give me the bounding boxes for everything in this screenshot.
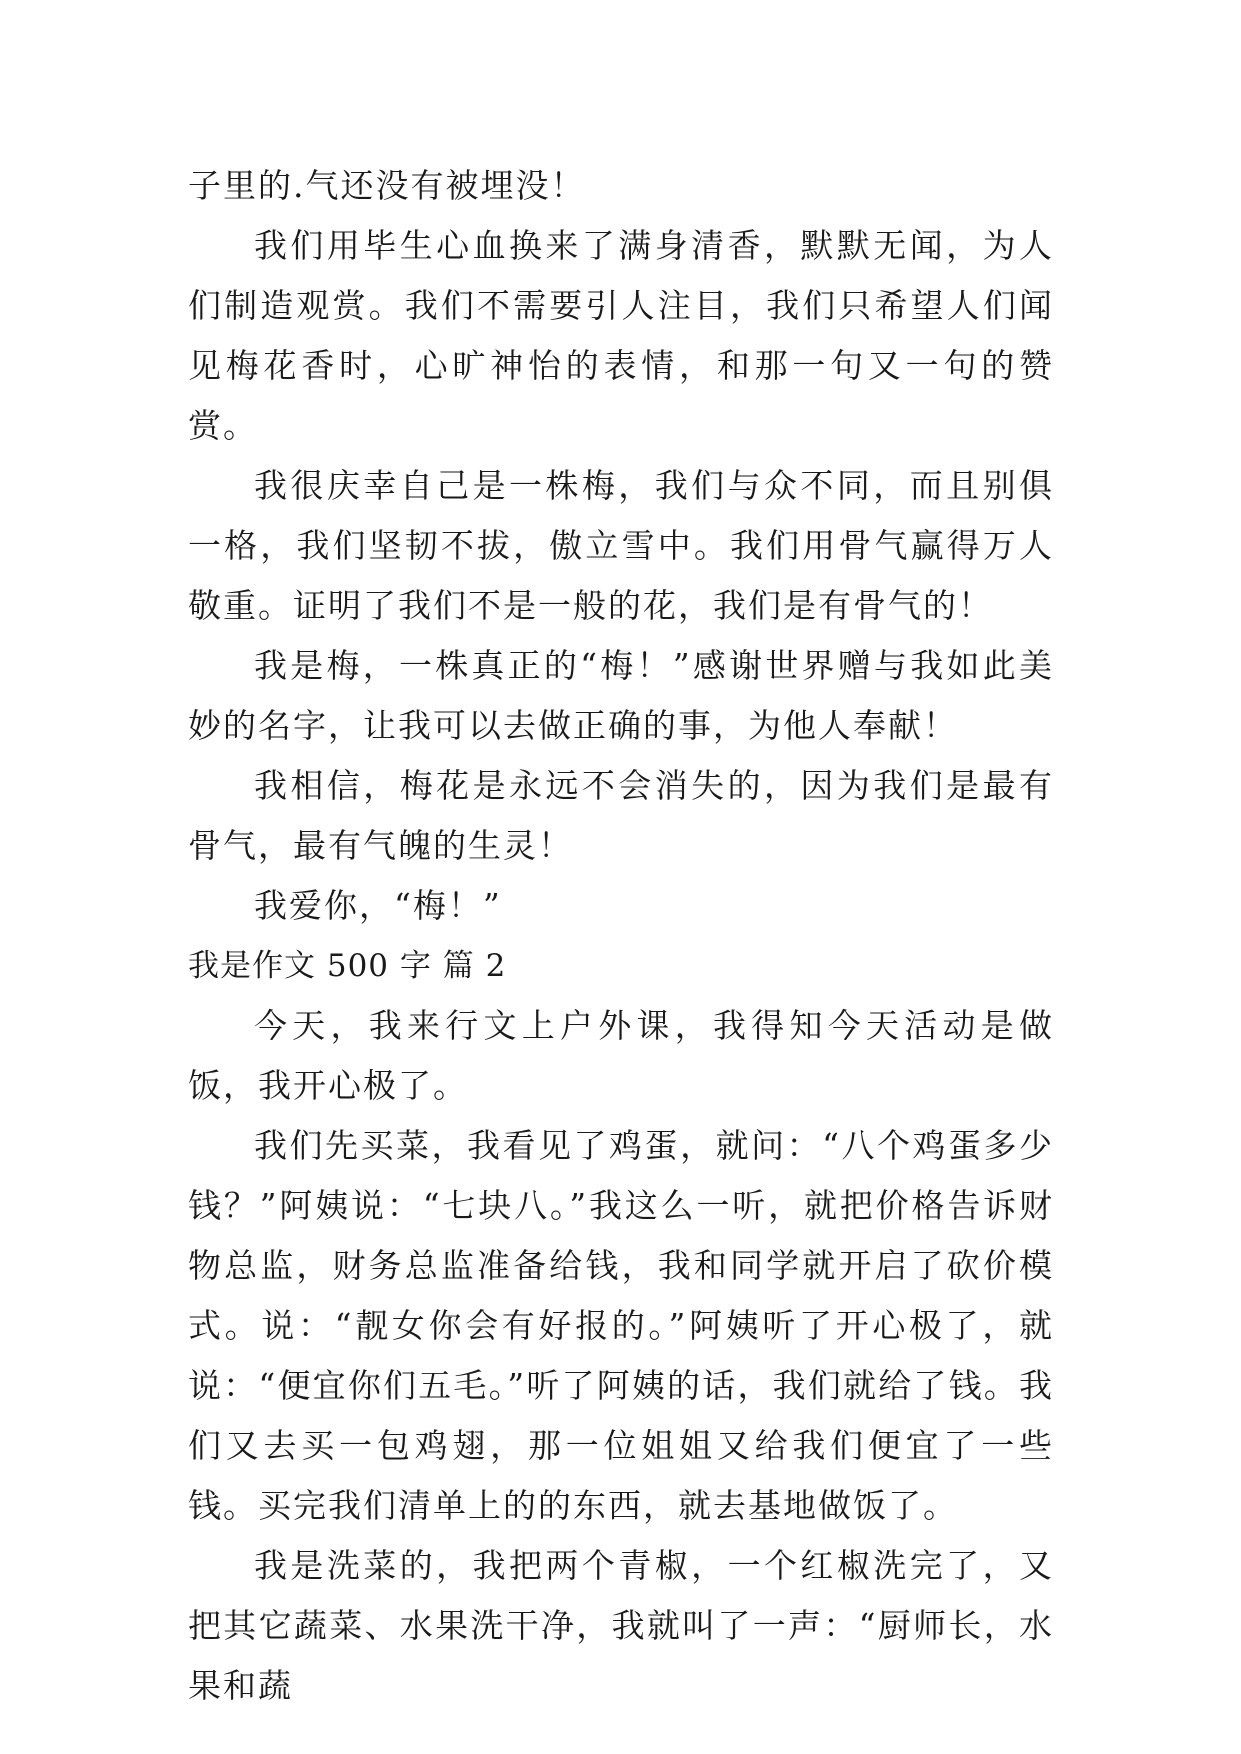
paragraph: 子里的.气还没有被埋没！	[188, 166, 586, 205]
paragraph: 我是洗菜的，我把两个青椒，一个红椒洗完了，又把其它蔬菜、水果洗干净，我就叫了一声：“厨师长，水果和蔬	[188, 1546, 1054, 1705]
section-heading: 我是作文 500 字 篇 2	[188, 948, 507, 984]
paragraph: 我爱你，“梅！”	[254, 886, 502, 925]
document-body	[188, 156, 1054, 1716]
paragraph: 我相信，梅花是永远不会消失的，因为我们是最有骨气，最有气魄的生灵！	[188, 766, 1054, 865]
paragraph: 我很庆幸自己是一株梅，我们与众不同，而且别俱一格，我们坚韧不拔，傲立雪中。我们用骨气赢得万人敬重。证明了我们不是一般的花，我们是有骨气的！	[188, 466, 1054, 625]
paragraph: 我们用毕生心血换来了满身清香，默默无闻，为人们制造观赏。我们不需要引人注目，我们只希望人们闻见梅花香时，心旷神怡的表情，和那一句又一句的赞赏。	[188, 226, 1054, 445]
paragraph: 今天，我来行文上户外课，我得知今天活动是做饭，我开心极了。	[188, 1006, 1054, 1105]
paragraph: 我们先买菜，我看见了鸡蛋，就问：“八个鸡蛋多少钱？”阿姨说：“七块八。”我这么一听，就把价格告诉财物总监，财务总监准备给钱，我和同学就开启了砍价模式。说：“靓女你会有好报的。”阿姨听了开心极了，就说：“便宜你们五毛。”听了阿姨的话，我们就给了钱。我们又去买一包鸡翅，那一位姐姐又给我们便宜了一些钱。买完我们清单上的的东西，就去基地做饭了。	[188, 1126, 1054, 1525]
paragraph: 我是梅，一株真正的“梅！”感谢世界赠与我如此美妙的名字，让我可以去做正确的事，为他人奉献！	[188, 646, 1054, 745]
